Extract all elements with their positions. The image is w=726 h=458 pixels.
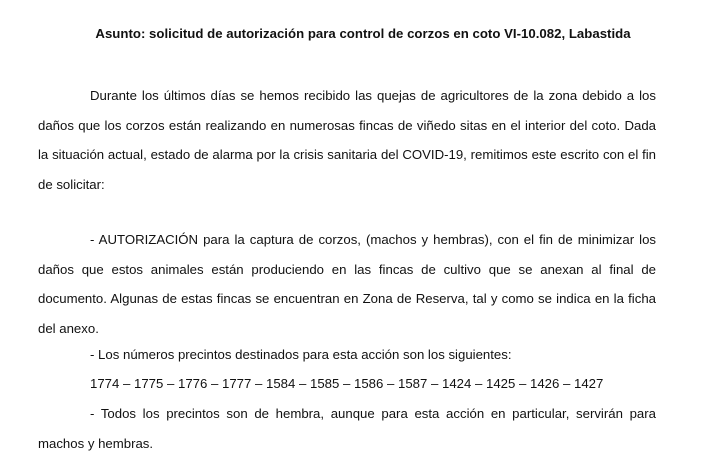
precintos-intro-line: - Los números precintos destinados para esta acción son los siguientes:: [90, 347, 512, 362]
document-subject: Asunto: solicitud de autorización para control de corzos en coto VI-10.082, Labastida: [95, 26, 631, 41]
precintos-list-line: 1774 – 1775 – 1776 – 1777 – 1584 – 1585 – 1586 – 1587 – 1424 – 1425 – 1426 – 1427: [90, 376, 604, 391]
intro-paragraph: Durante los últimos días se hemos recibido las quejas de agricultores de la zona debido a los daños que los corzos están realizando en numerosas fincas de viñedo sitas en el interior del coto. Dada la situación actual, estado de alarma por la crisis sanitaria del COVID-19, remitimos este escrito con el fin de solicitar:: [38, 88, 656, 192]
authorization-paragraph: - AUTORIZACIÓN para la captura de corzos, (machos y hembras), con el fin de minimizar los daños que estos animales están produciendo en las fincas de cultivo que se anexan al final de documento. Algunas de estas fincas se encuentran en Zona de Reserva, tal y como se indica en la ficha del anexo.: [38, 232, 656, 336]
closing-paragraph: - Todos los precintos son de hembra, aunque para esta acción en particular, servirán para machos y hembras.: [38, 406, 656, 451]
